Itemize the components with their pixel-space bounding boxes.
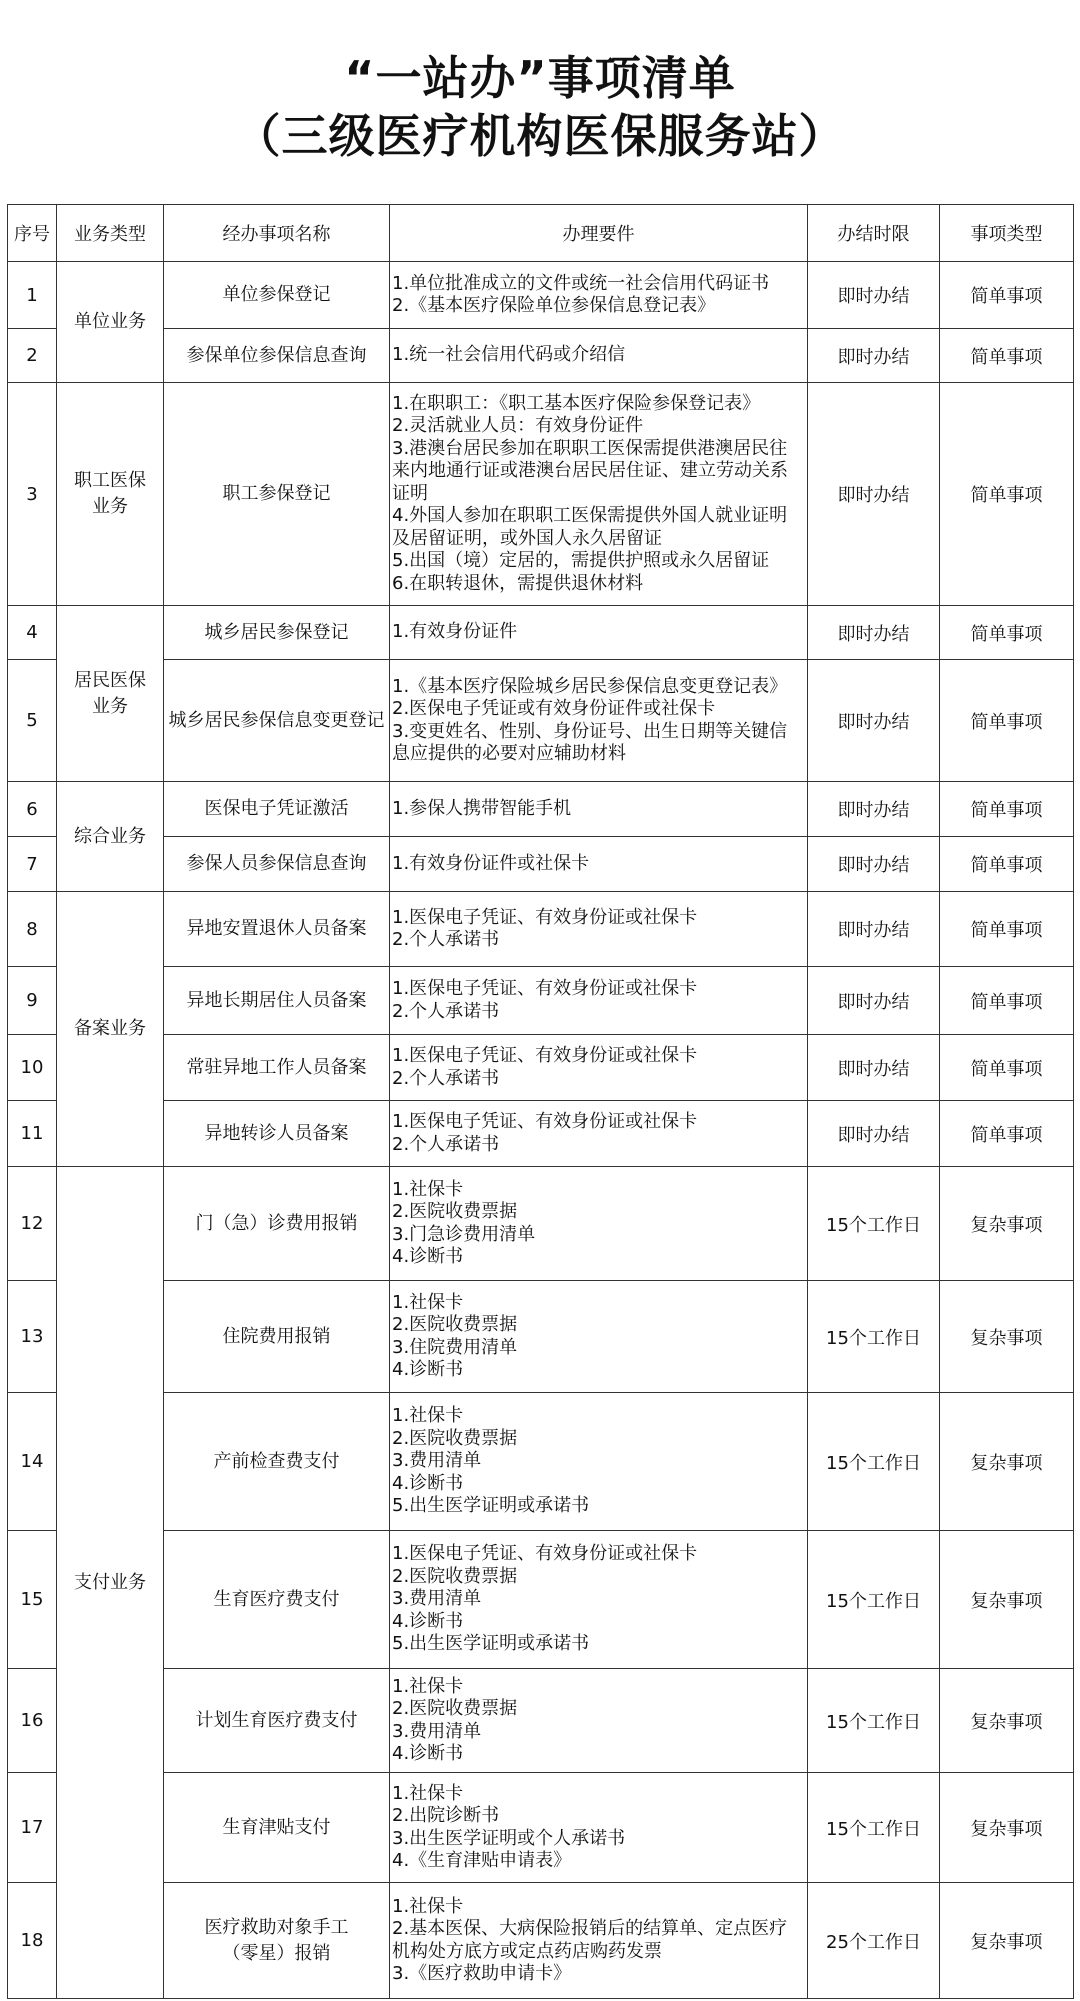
requirements-cell bbox=[390, 1669, 808, 1773]
requirement-line: 5.出生医学证明或承诺书 bbox=[392, 1633, 590, 1655]
requirement-line: 2.灵活就业人员：有效身份证件 bbox=[392, 415, 644, 437]
requirements-cell bbox=[390, 1883, 808, 1999]
requirement-line: 2.《基本医疗保险单位参保信息登记表》 bbox=[392, 295, 716, 316]
row-number: 15 bbox=[8, 1531, 57, 1669]
table-row bbox=[8, 1167, 1074, 1281]
category-label: 单位业务 bbox=[74, 311, 146, 332]
category-label: 支付业务 bbox=[74, 1571, 146, 1593]
time-limit: 即时办结 bbox=[808, 660, 940, 782]
requirement-line: 3.变更姓名、性别、身份证号、出生日期等关键信息应提供的必要对应辅助材料 bbox=[392, 720, 788, 764]
item-name: 单位参保登记 bbox=[164, 262, 390, 329]
requirement-line: 2.医院收费票据 bbox=[392, 1201, 518, 1222]
requirements-cell bbox=[390, 262, 808, 329]
requirement-line: 4.诊断书 bbox=[392, 1610, 464, 1632]
row-number: 1 bbox=[8, 262, 57, 329]
requirement-line: 2.医保电子凭证或有效身份证件或社保卡 bbox=[392, 698, 716, 719]
requirement-line: 3.港澳台居民参加在职职工医保需提供港澳居民往来内地通行证或港澳台居民居住证、建立劳动关系证明 bbox=[392, 437, 788, 504]
requirement-line: 4.外国人参加在职职工医保需提供外国人就业证明及居留证明，或外国人永久居留证 bbox=[392, 505, 788, 549]
item-type: 简单事项 bbox=[940, 837, 1074, 892]
item-type: 简单事项 bbox=[940, 967, 1074, 1035]
requirement-line: 1.医保电子凭证、有效身份证或社保卡 bbox=[392, 1045, 698, 1066]
requirement-line: 1.单位批准成立的文件或统一社会信用代码证书 bbox=[392, 272, 770, 294]
category-resident bbox=[57, 606, 164, 782]
item-type: 简单事项 bbox=[940, 1101, 1074, 1167]
item-name: 生育津贴支付 bbox=[164, 1773, 390, 1883]
table-row bbox=[8, 660, 1074, 782]
time-limit: 15个工作日 bbox=[808, 1393, 940, 1531]
requirement-line: 3.费用清单 bbox=[392, 1450, 482, 1472]
item-name: 产前检查费支付 bbox=[164, 1393, 390, 1531]
requirement-line: 2.医院收费票据 bbox=[392, 1427, 518, 1449]
requirement-line: 5.出生医学证明或承诺书 bbox=[392, 1495, 590, 1517]
requirement-line: 4.诊断书 bbox=[392, 1246, 464, 1267]
requirement-line: 4.诊断书 bbox=[392, 1472, 464, 1494]
item-name: 异地长期居住人员备案 bbox=[164, 967, 390, 1035]
row-number: 2 bbox=[8, 329, 57, 383]
item-name: 城乡居民参保登记 bbox=[164, 606, 390, 660]
table-row bbox=[8, 329, 1074, 383]
row-number: 5 bbox=[8, 660, 57, 782]
time-limit: 即时办结 bbox=[808, 383, 940, 606]
category-unit bbox=[57, 262, 164, 383]
requirements-cell bbox=[390, 892, 808, 967]
row-number: 18 bbox=[8, 1883, 57, 1999]
category-worker bbox=[57, 383, 164, 606]
requirement-line: 1.《基本医疗保险城乡居民参保信息变更登记表》 bbox=[392, 675, 788, 697]
table-row bbox=[8, 1531, 1074, 1669]
time-limit: 15个工作日 bbox=[808, 1167, 940, 1281]
item-name: 异地安置退休人员备案 bbox=[164, 892, 390, 967]
item-type: 简单事项 bbox=[940, 606, 1074, 660]
item-name: 职工参保登记 bbox=[164, 383, 390, 606]
requirement-line: 2.出院诊断书 bbox=[392, 1805, 500, 1826]
requirement-line: 1.有效身份证件或社保卡 bbox=[392, 852, 590, 874]
requirement-line: 1.参保人携带智能手机 bbox=[392, 797, 572, 819]
requirement-line: 1.有效身份证件 bbox=[392, 621, 518, 643]
time-limit: 25个工作日 bbox=[808, 1883, 940, 1999]
row-number: 7 bbox=[8, 837, 57, 892]
requirements-cell bbox=[390, 1531, 808, 1669]
row-number: 8 bbox=[8, 892, 57, 967]
requirements-cell bbox=[390, 967, 808, 1035]
requirement-line: 1.医保电子凭证、有效身份证或社保卡 bbox=[392, 978, 698, 999]
item-name: 异地转诊人员备案 bbox=[164, 1101, 390, 1167]
requirements-cell bbox=[390, 837, 808, 892]
time-limit: 即时办结 bbox=[808, 1101, 940, 1167]
item-type: 复杂事项 bbox=[940, 1531, 1074, 1669]
table-row bbox=[8, 1669, 1074, 1773]
time-limit: 即时办结 bbox=[808, 837, 940, 892]
item-type: 复杂事项 bbox=[940, 1281, 1074, 1393]
row-number: 6 bbox=[8, 782, 57, 837]
category-general bbox=[57, 782, 164, 892]
time-limit: 即时办结 bbox=[808, 782, 940, 837]
requirement-line: 2.医院收费票据 bbox=[392, 1698, 518, 1719]
table-row bbox=[8, 383, 1074, 606]
requirement-line: 1.社保卡 bbox=[392, 1782, 464, 1804]
requirement-line: 1.在职职工：《职工基本医疗保险参保登记表》 bbox=[392, 392, 761, 414]
header-time-limit: 办结时限 bbox=[808, 205, 940, 262]
requirement-line: 1.医保电子凭证、有效身份证或社保卡 bbox=[392, 1543, 698, 1565]
item-type: 简单事项 bbox=[940, 262, 1074, 329]
requirements-cell bbox=[390, 1281, 808, 1393]
requirement-line: 1.社保卡 bbox=[392, 1895, 464, 1917]
table-row bbox=[8, 892, 1074, 967]
requirement-line: 3.费用清单 bbox=[392, 1588, 482, 1610]
requirement-line: 1.统一社会信用代码或介绍信 bbox=[392, 344, 626, 366]
requirement-line: 2.个人承诺书 bbox=[392, 1000, 500, 1022]
requirement-line: 6.在职转退休，需提供退休材料 bbox=[392, 572, 644, 594]
requirements-cell bbox=[390, 660, 808, 782]
requirement-line: 1.社保卡 bbox=[392, 1675, 464, 1697]
category-payment bbox=[57, 1167, 164, 1999]
table-row bbox=[8, 1883, 1074, 1999]
item-type: 复杂事项 bbox=[940, 1393, 1074, 1531]
time-limit: 15个工作日 bbox=[808, 1669, 940, 1773]
table-row bbox=[8, 1101, 1074, 1167]
requirements-cell bbox=[390, 1167, 808, 1281]
table-row bbox=[8, 1281, 1074, 1393]
requirement-line: 1.医保电子凭证、有效身份证或社保卡 bbox=[392, 906, 698, 928]
time-limit: 即时办结 bbox=[808, 262, 940, 329]
table-row bbox=[8, 837, 1074, 892]
requirements-cell bbox=[390, 606, 808, 660]
item-name: 医保电子凭证激活 bbox=[164, 782, 390, 837]
item-name: 医疗救助对象手工（零星）报销 bbox=[164, 1883, 390, 1999]
time-limit: 即时办结 bbox=[808, 1035, 940, 1101]
header-category: 业务类型 bbox=[57, 205, 164, 262]
item-type: 简单事项 bbox=[940, 782, 1074, 837]
item-type: 复杂事项 bbox=[940, 1167, 1074, 1281]
row-number: 3 bbox=[8, 383, 57, 606]
category-label: 综合业务 bbox=[74, 825, 146, 847]
header-item-name: 经办事项名称 bbox=[164, 205, 390, 262]
requirements-cell bbox=[390, 383, 808, 606]
requirement-line: 2.医院收费票据 bbox=[392, 1565, 518, 1587]
page-title: “一站办”事项清单 bbox=[344, 51, 736, 105]
item-name: 生育医疗费支付 bbox=[164, 1531, 390, 1669]
item-name: 参保单位参保信息查询 bbox=[164, 329, 390, 383]
item-name: 门（急）诊费用报销 bbox=[164, 1167, 390, 1281]
requirements-cell bbox=[390, 329, 808, 383]
time-limit: 即时办结 bbox=[808, 329, 940, 383]
requirement-line: 3.《医疗救助申请卡》 bbox=[392, 1963, 572, 1984]
requirement-line: 4.诊断书 bbox=[392, 1743, 464, 1764]
row-number: 11 bbox=[8, 1101, 57, 1167]
table-row bbox=[8, 782, 1074, 837]
item-name: 常驻异地工作人员备案 bbox=[164, 1035, 390, 1101]
time-limit: 15个工作日 bbox=[808, 1531, 940, 1669]
item-type: 简单事项 bbox=[940, 383, 1074, 606]
requirements-cell bbox=[390, 1101, 808, 1167]
requirements-cell bbox=[390, 1035, 808, 1101]
time-limit: 15个工作日 bbox=[808, 1773, 940, 1883]
row-number: 9 bbox=[8, 967, 57, 1035]
requirement-line: 2.个人承诺书 bbox=[392, 1133, 500, 1155]
row-number: 14 bbox=[8, 1393, 57, 1531]
item-name: 参保人员参保信息查询 bbox=[164, 837, 390, 892]
requirement-line: 2.医院收费票据 bbox=[392, 1314, 518, 1335]
category-label: 备案业务 bbox=[74, 1018, 146, 1039]
requirement-line: 1.社保卡 bbox=[392, 1405, 464, 1427]
time-limit: 15个工作日 bbox=[808, 1281, 940, 1393]
service-table bbox=[7, 204, 1074, 1999]
category-filing bbox=[57, 892, 164, 1167]
row-number: 10 bbox=[8, 1035, 57, 1101]
requirements-cell bbox=[390, 1393, 808, 1531]
item-name: 住院费用报销 bbox=[164, 1281, 390, 1393]
requirement-line: 4.诊断书 bbox=[392, 1359, 464, 1380]
table-row bbox=[8, 1035, 1074, 1101]
table-row bbox=[8, 1773, 1074, 1883]
time-limit: 即时办结 bbox=[808, 967, 940, 1035]
header-requirements: 办理要件 bbox=[390, 205, 808, 262]
row-number: 12 bbox=[8, 1167, 57, 1281]
item-type: 简单事项 bbox=[940, 329, 1074, 383]
table-row bbox=[8, 1393, 1074, 1531]
time-limit: 即时办结 bbox=[808, 892, 940, 967]
table-header-row bbox=[8, 205, 1074, 262]
time-limit: 即时办结 bbox=[808, 606, 940, 660]
requirement-line: 1.社保卡 bbox=[392, 1291, 464, 1313]
requirement-line: 5.出国（境）定居的，需提供护照或永久居留证 bbox=[392, 550, 770, 572]
requirement-line: 2.基本医保、大病保险报销后的结算单、定点医疗机构处方底方或定点药店购药发票 bbox=[392, 1918, 788, 1962]
item-type: 复杂事项 bbox=[940, 1773, 1074, 1883]
requirement-line: 3.出生医学证明或个人承诺书 bbox=[392, 1827, 626, 1849]
requirement-line: 4.《生育津贴申请表》 bbox=[392, 1850, 572, 1871]
item-type: 复杂事项 bbox=[940, 1883, 1074, 1999]
requirement-line: 3.住院费用清单 bbox=[392, 1336, 518, 1358]
table-row bbox=[8, 606, 1074, 660]
row-number: 17 bbox=[8, 1773, 57, 1883]
page-subtitle: （三级医疗机构医保服务站） bbox=[234, 109, 846, 163]
item-type: 简单事项 bbox=[940, 660, 1074, 782]
row-number: 4 bbox=[8, 606, 57, 660]
requirements-cell bbox=[390, 782, 808, 837]
item-name: 城乡居民参保信息变更登记 bbox=[164, 660, 390, 782]
requirement-line: 2.个人承诺书 bbox=[392, 929, 500, 950]
header-item-type: 事项类型 bbox=[940, 205, 1074, 262]
table-row bbox=[8, 262, 1074, 329]
requirement-line: 3.门急诊费用清单 bbox=[392, 1223, 536, 1245]
requirement-line: 2.个人承诺书 bbox=[392, 1067, 500, 1089]
table-row bbox=[8, 967, 1074, 1035]
requirement-line: 3.费用清单 bbox=[392, 1720, 482, 1742]
item-type: 简单事项 bbox=[940, 892, 1074, 967]
requirement-line: 1.社保卡 bbox=[392, 1178, 464, 1200]
item-type: 复杂事项 bbox=[940, 1669, 1074, 1773]
requirement-line: 1.医保电子凭证、有效身份证或社保卡 bbox=[392, 1111, 698, 1132]
row-number: 13 bbox=[8, 1281, 57, 1393]
item-name: 计划生育医疗费支付 bbox=[164, 1669, 390, 1773]
category-label: 职工医保业务 bbox=[74, 470, 146, 517]
item-type: 简单事项 bbox=[940, 1035, 1074, 1101]
header-no: 序号 bbox=[8, 205, 57, 262]
category-label: 居民医保业务 bbox=[74, 669, 146, 717]
row-number: 16 bbox=[8, 1669, 57, 1773]
requirements-cell bbox=[390, 1773, 808, 1883]
